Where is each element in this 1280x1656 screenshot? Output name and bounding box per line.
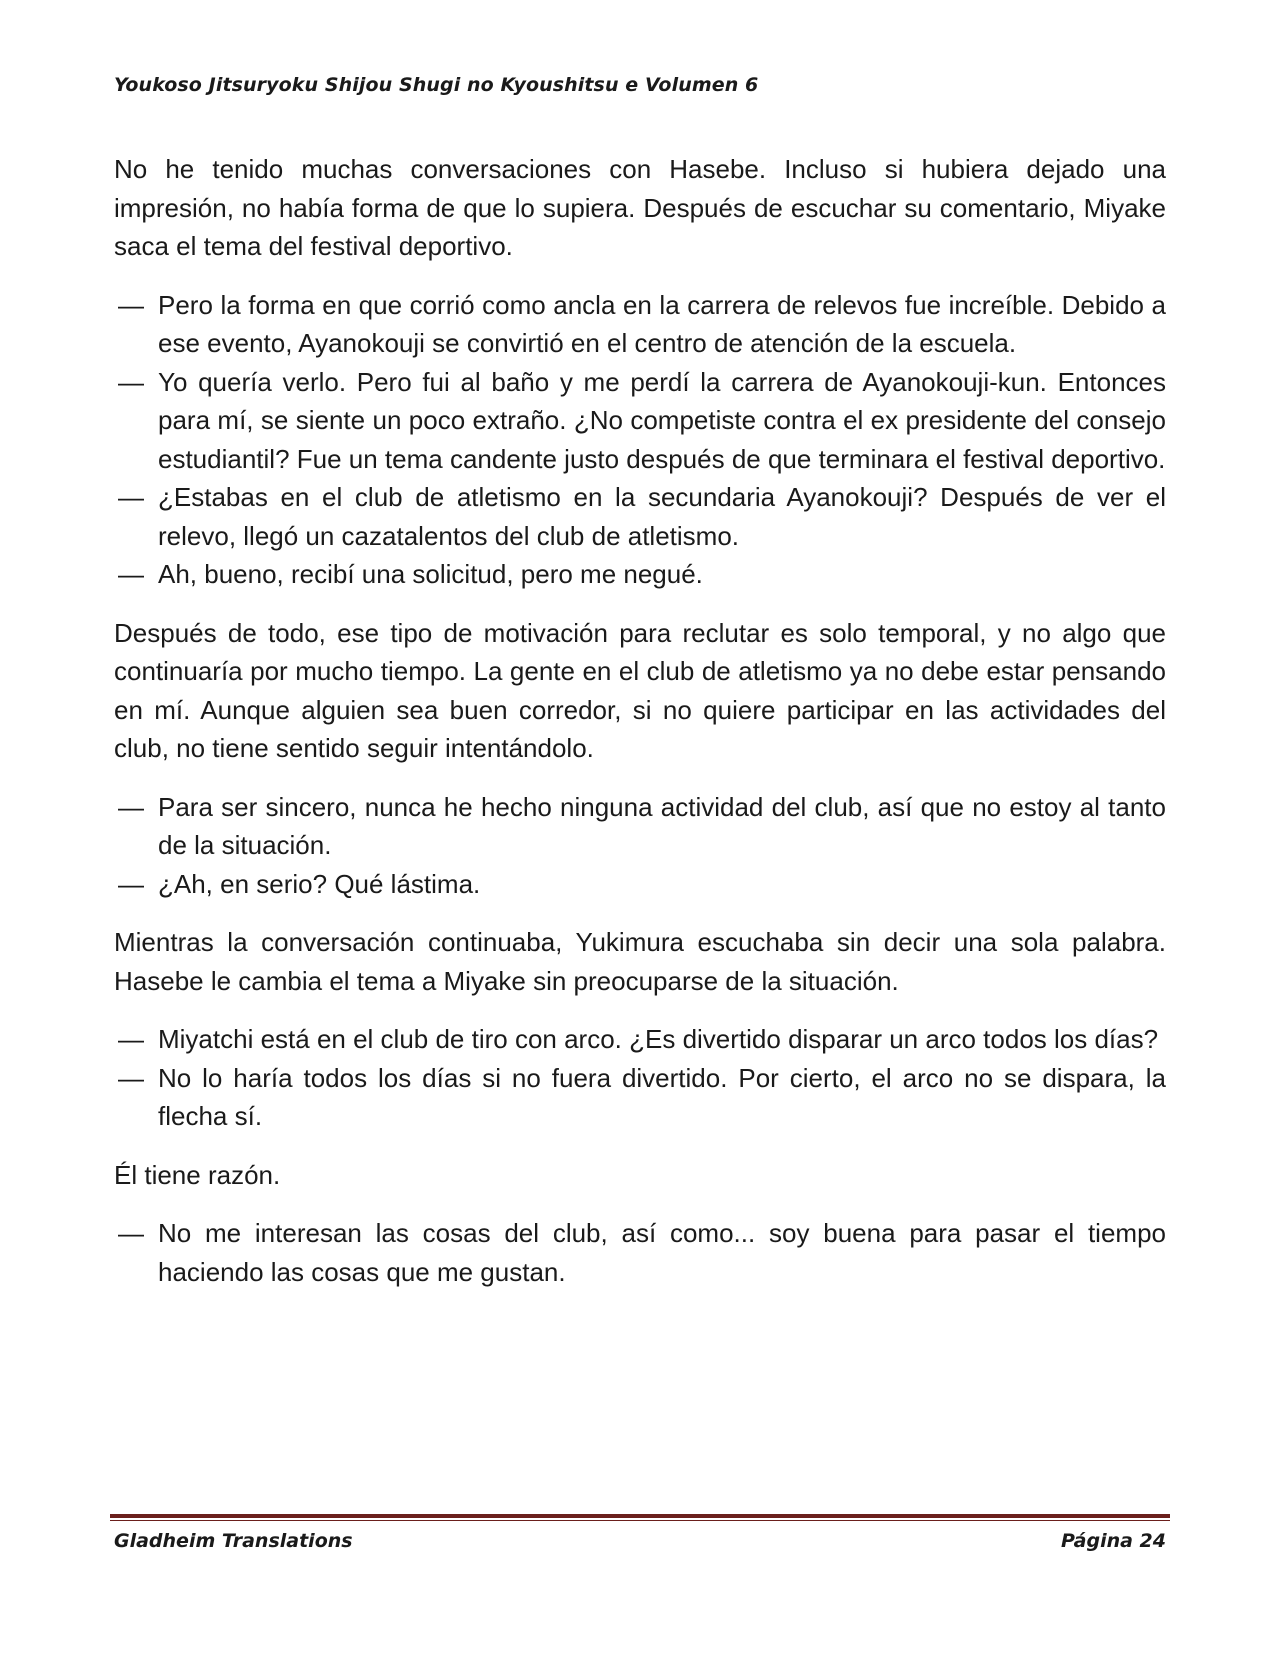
dialogue-line	[114, 478, 1166, 555]
dialogue-line	[114, 1020, 1166, 1059]
dialogue-text: Para ser sincero, nunca he hecho ninguna actividad del club, así que no estoy al tanto de la situación.	[158, 791, 1166, 860]
em-dash: —	[118, 482, 144, 512]
dialogue-block-2	[114, 788, 1166, 904]
dialogue-text: Yo quería verlo. Pero fui al baño y me perdí la carrera de Ayanokouji-kun. Entonces para mí, se siente un poco extraño. ¿No competiste contra el ex presidente del consejo estudiantil? Fue un tema candente justo después de que terminara el festival deportivo.	[158, 366, 1166, 474]
dialogue-text: Miyatchi está en el club de tiro con arco. ¿Es divertido disparar un arco todos los días?	[158, 1024, 1159, 1054]
running-header: Youkoso Jitsuryoku Shijou Shugi no Kyoushitsu e Volumen 6	[114, 74, 759, 96]
em-dash: —	[118, 289, 144, 320]
dialogue-line	[114, 1214, 1166, 1291]
dialogue-text: Pero la forma en que corrió como ancla en la carrera de relevos fue increíble. Debido a ese evento, Ayanokouji se convirtió en el centro de atención de la escuela.	[158, 289, 1166, 358]
dialogue-text: Ah, bueno, recibí una solicitud, pero me negué.	[158, 559, 703, 589]
paragraph-4: Él tiene razón.	[114, 1159, 281, 1190]
dialogue-text: ¿Estabas en el club de atletismo en la secundaria Ayanokouji? Después de ver el relevo, llegó un cazatalentos del club de atletismo.	[158, 482, 1166, 551]
em-dash: —	[118, 1024, 144, 1054]
page-number: Página 24	[1060, 1530, 1166, 1552]
em-dash: —	[118, 1062, 144, 1093]
dialogue-line	[114, 286, 1166, 363]
dialogue-line	[114, 363, 1166, 479]
footer-rule-thin	[110, 1520, 1170, 1521]
page-body	[114, 150, 1166, 1311]
dialogue-block-4	[114, 1214, 1166, 1291]
dialogue-line	[114, 788, 1166, 865]
dialogue-block-3	[114, 1020, 1166, 1136]
dialogue-text: No me interesan las cosas del club, así como... soy buena para pasar el tiempo haciendo las cosas que me gustan.	[158, 1218, 1166, 1287]
em-dash: —	[118, 366, 144, 397]
em-dash: —	[118, 868, 144, 899]
dialogue-line	[114, 555, 1166, 594]
dialogue-line	[114, 865, 1166, 904]
em-dash: —	[118, 1218, 144, 1248]
em-dash: —	[118, 559, 144, 589]
em-dash: —	[118, 791, 144, 822]
paragraph-2: Después de todo, ese tipo de motivación para reclutar es solo temporal, y no algo que continuaría por mucho tiempo. La gente en el club de atletismo ya no debe estar pensando en mí. Aunque alguien sea buen corredor, si no quiere participar en las actividades del club, no tiene sentido seguir intentándolo.	[114, 617, 1166, 763]
footer-rule	[110, 1514, 1170, 1518]
paragraph-1: No he tenido muchas conversaciones con Hasebe. Incluso si hubiera dejado una impresión, no había forma de que lo supiera. Después de escuchar su comentario, Miyake saca el tema del festival deportivo.	[114, 154, 1166, 261]
footer-publisher: Gladheim Translations	[114, 1530, 353, 1552]
dialogue-text: No lo haría todos los días si no fuera divertido. Por cierto, el arco no se dispara, la flecha sí.	[158, 1062, 1166, 1131]
dialogue-text: ¿Ah, en serio? Qué lástima.	[158, 868, 481, 899]
paragraph-3: Mientras la conversación continuaba, Yukimura escuchaba sin decir una sola palabra. Hasebe le cambia el tema a Miyake sin preocuparse de la situación.	[114, 927, 1166, 996]
dialogue-block-1	[114, 286, 1166, 594]
dialogue-line	[114, 1059, 1166, 1136]
